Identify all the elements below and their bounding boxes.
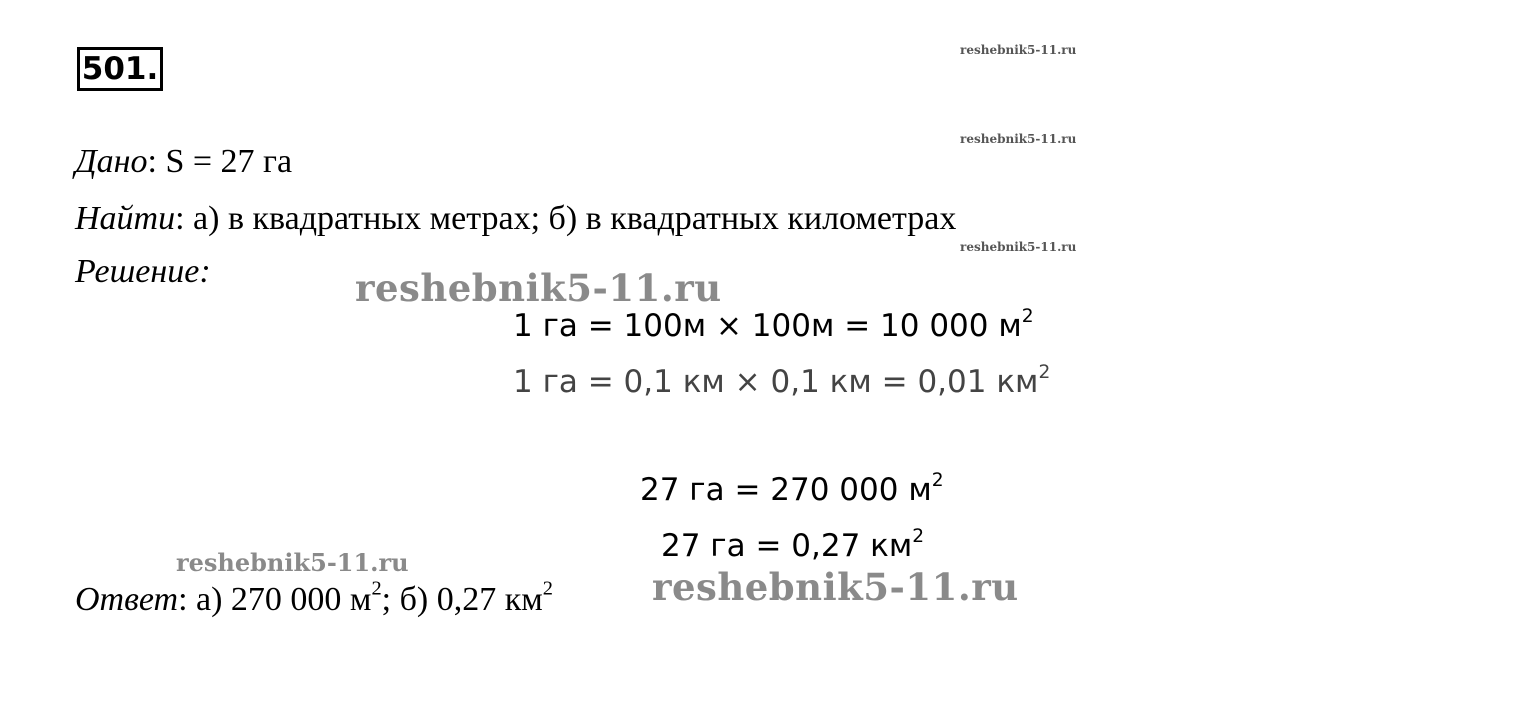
equation-ha-to-m2-text: 1 га = 100м × 100м = 10 000 м	[513, 308, 1022, 344]
given-text: : S = 27 га	[147, 143, 293, 180]
solution-label: Решение	[75, 253, 200, 290]
task-number: 501.	[77, 47, 163, 91]
answer-part-a: : а) 270 000 м	[178, 581, 372, 618]
equation-result-m2-exp: 2	[931, 470, 944, 492]
equation-ha-to-km2-text: 1 га = 0,1 км × 0,1 км = 0,01 км	[513, 364, 1039, 400]
answer-part-b: ; б) 0,27 км	[381, 581, 543, 618]
answer-line	[75, 577, 553, 620]
find-label: Найти	[75, 200, 176, 237]
watermark-medium: reshebnik5-11.ru	[176, 548, 409, 577]
equation-ha-to-m2	[513, 306, 1034, 346]
find-line	[75, 199, 956, 239]
equation-result-km2	[661, 526, 924, 566]
equation-result-km2-text: 27 га = 0,27 км	[661, 528, 913, 564]
equation-ha-to-km2-exp: 2	[1038, 362, 1051, 384]
equation-result-km2-exp: 2	[912, 526, 925, 548]
equation-ha-to-m2-exp: 2	[1021, 306, 1034, 328]
solution-colon: :	[199, 253, 211, 290]
answer-label: Ответ	[75, 581, 179, 618]
watermark-large-2: reshebnik5-11.ru	[652, 565, 1019, 609]
equation-result-m2-text: 27 га = 270 000 м	[640, 472, 932, 508]
find-text: : а) в квадратных метрах; б) в квадратных километрах	[175, 200, 957, 237]
watermark-small-1: reshebnik5-11.ru	[960, 43, 1077, 57]
given-line	[75, 142, 292, 182]
equation-ha-to-km2	[513, 362, 1050, 402]
answer-exp-b: 2	[542, 577, 553, 600]
equation-result-m2	[640, 470, 944, 510]
watermark-small-3: reshebnik5-11.ru	[960, 240, 1077, 254]
watermark-small-2: reshebnik5-11.ru	[960, 132, 1077, 146]
watermark-large-1: reshebnik5-11.ru	[355, 266, 722, 310]
solution-line	[75, 252, 211, 292]
answer-exp-a: 2	[371, 577, 382, 600]
given-label: Дано	[75, 143, 148, 180]
